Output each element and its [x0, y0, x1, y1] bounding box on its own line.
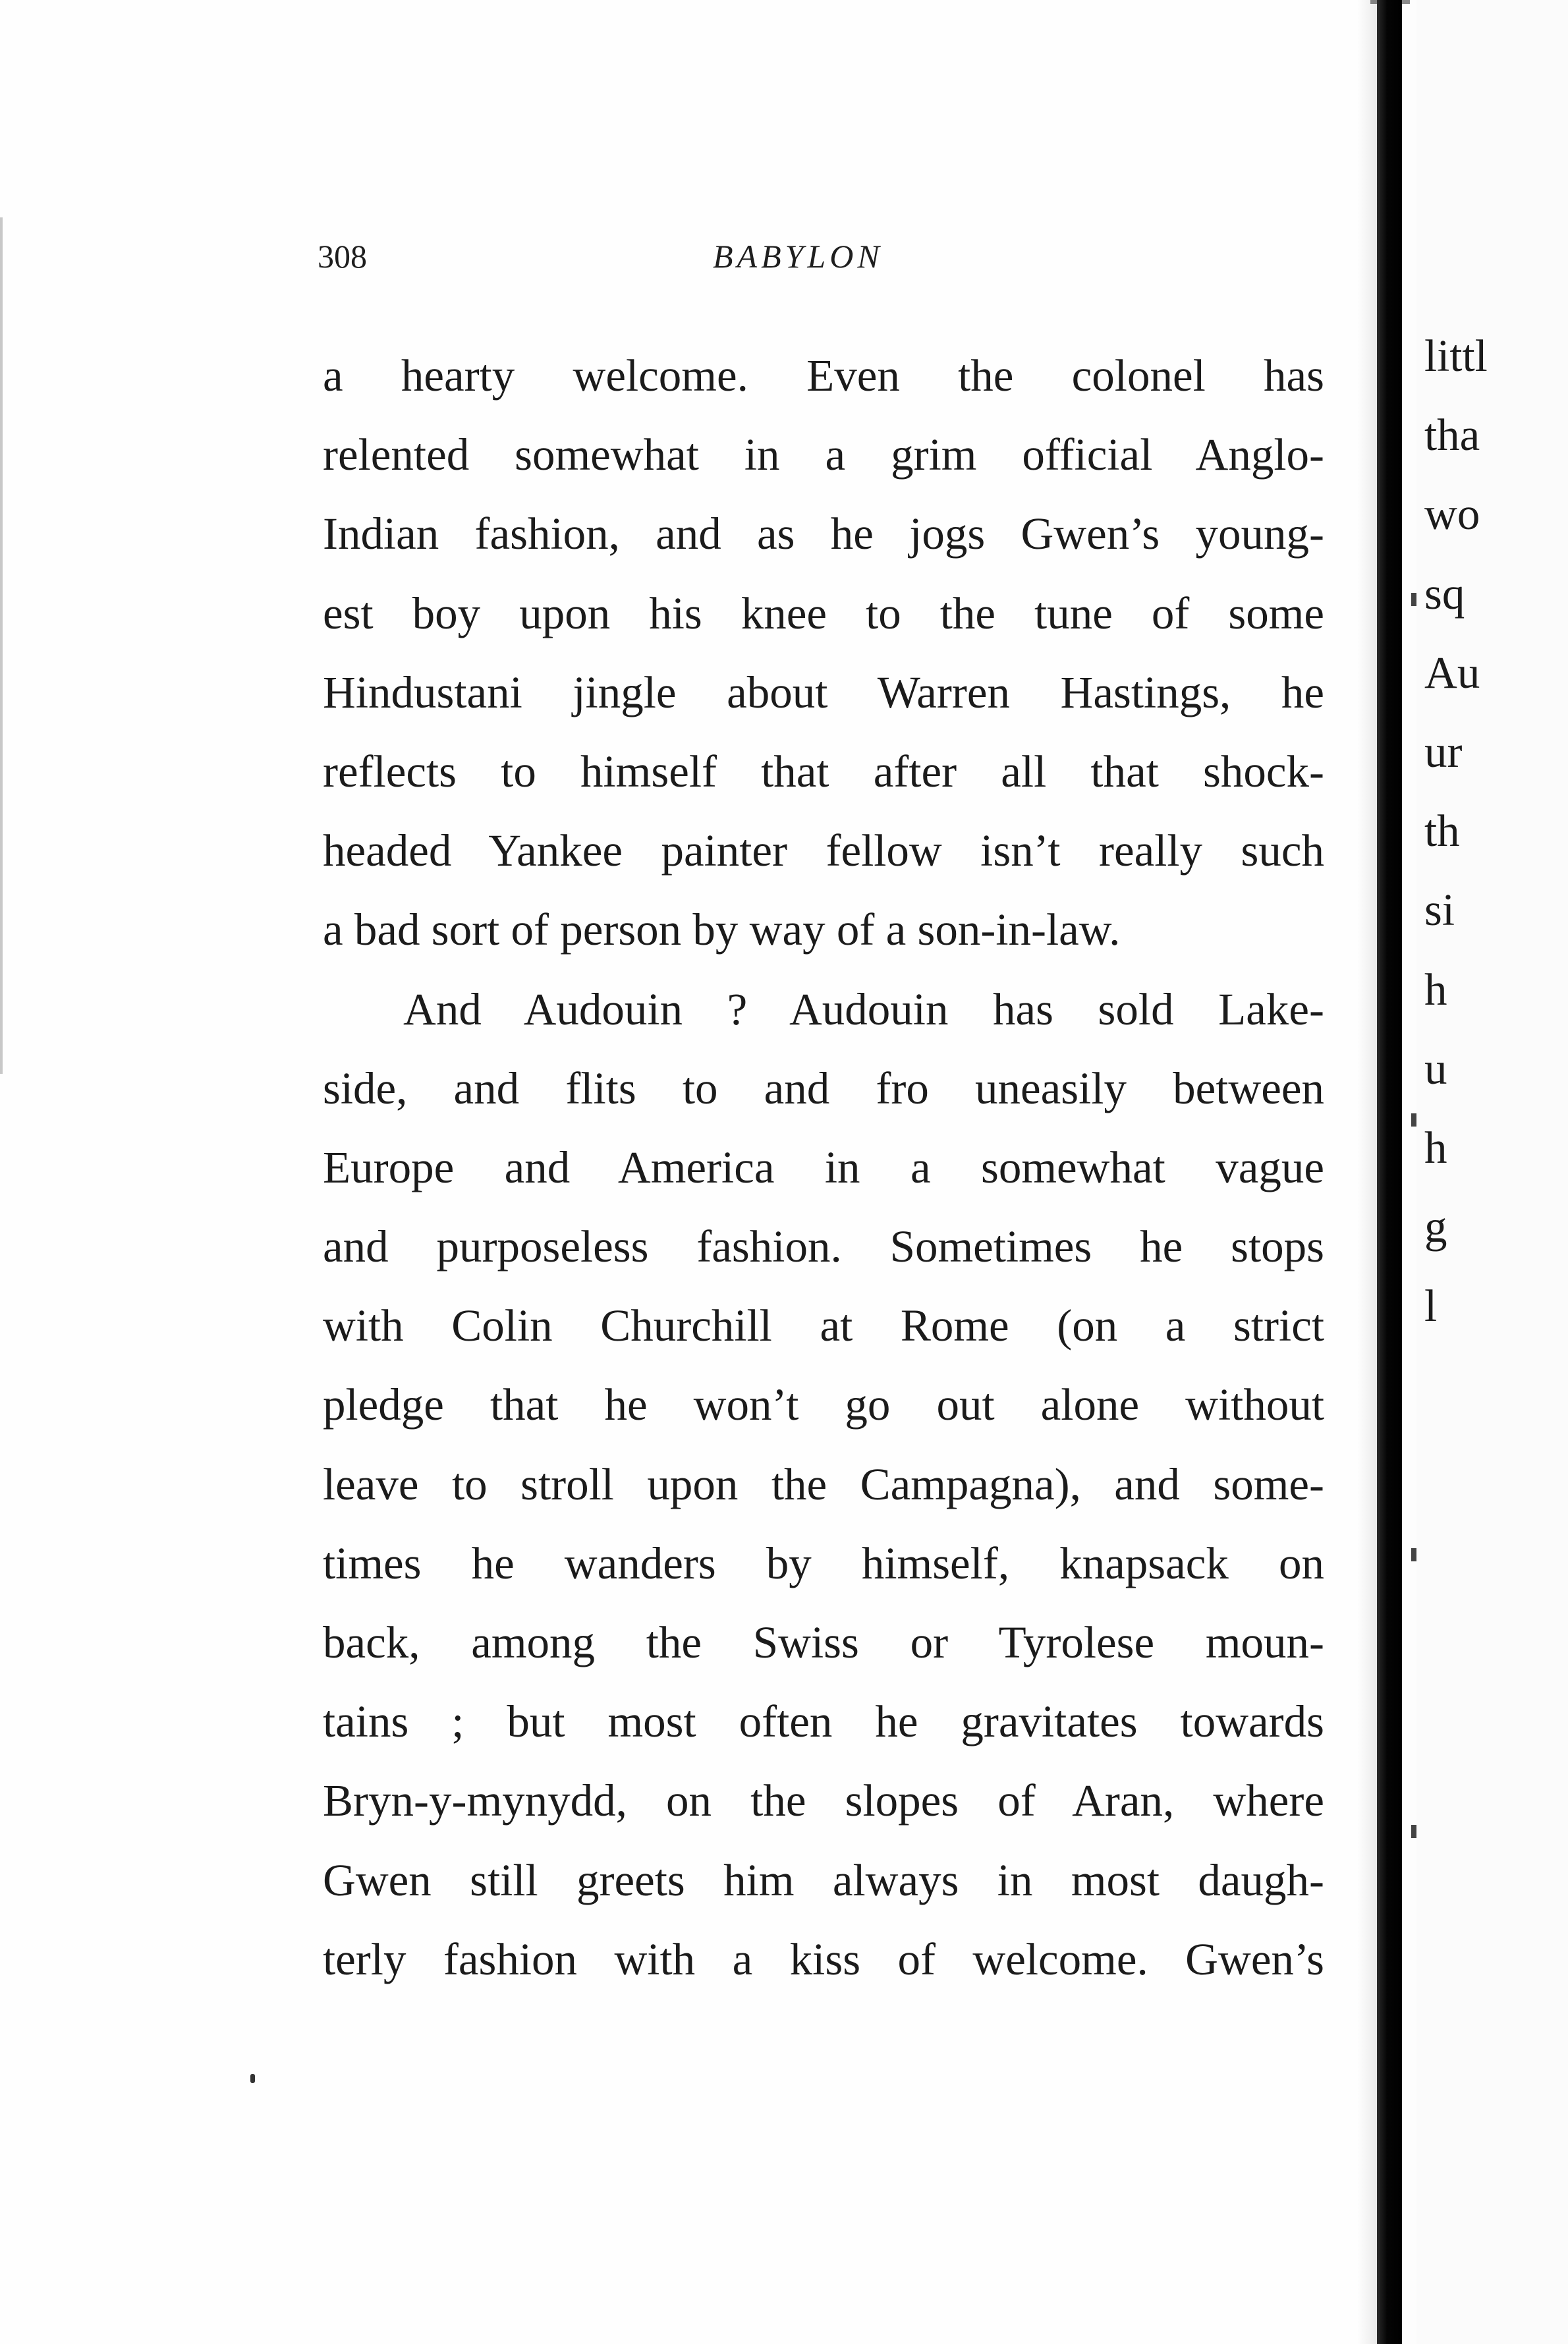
text-line: terly fashion with a kiss of welcome. Gwen’s	[323, 1934, 1324, 1984]
facing-line: ur	[1424, 726, 1463, 777]
text-line: Indian fashion, and as he jogs Gwen’s young-	[323, 509, 1324, 559]
gutter-mark	[1411, 1825, 1416, 1838]
text-line: Bryn-y-mynydd, on the slopes of Aran, where	[323, 1775, 1324, 1826]
text-line: headed Yankee painter fellow isn’t really such	[323, 825, 1324, 876]
facing-line: Au	[1424, 647, 1480, 698]
facing-line: l	[1424, 1281, 1438, 1331]
right-page-fragment	[1416, 0, 1568, 2344]
text-line: with Colin Churchill at Rome (on a strict	[323, 1300, 1324, 1351]
text-line: relented somewhat in a grim official Anglo-	[323, 430, 1324, 480]
facing-line: th	[1424, 806, 1460, 856]
text-line: Europe and America in a somewhat vague	[323, 1142, 1324, 1192]
gutter-mark	[1411, 1548, 1416, 1561]
facing-line: h	[1424, 964, 1447, 1015]
text-line: a bad sort of person by way of a son-in-law.	[323, 905, 1121, 955]
gutter-mark	[1411, 593, 1416, 606]
gutter-shadow	[1357, 0, 1377, 2344]
facing-line: h	[1424, 1122, 1447, 1173]
book-gutter	[1377, 0, 1402, 2344]
gutter-mark	[1411, 1113, 1416, 1127]
facing-line: wo	[1424, 489, 1480, 540]
facing-line: tha	[1424, 410, 1480, 460]
text-line: and purposeless fashion. Sometimes he stops	[323, 1221, 1324, 1272]
facing-line: g	[1424, 1202, 1447, 1252]
text-line: Hindustani jingle about Warren Hastings, he	[323, 667, 1324, 717]
text-line: a hearty welcome. Even the colonel has	[323, 350, 1324, 401]
text-line: est boy upon his knee to the tune of some	[323, 588, 1324, 638]
text-line: back, among the Swiss or Tyrolese moun-	[323, 1617, 1324, 1667]
body-text	[323, 336, 1324, 1999]
text-line: Gwen still greets him always in most daugh-	[323, 1855, 1324, 1905]
text-line: And Audouin ? Audouin has sold Lake-	[403, 984, 1324, 1034]
facing-page-text	[1424, 316, 1568, 1345]
text-line: leave to stroll upon the Campagna), and some-	[323, 1459, 1324, 1509]
running-head	[318, 237, 1332, 290]
text-line: side, and flits to and fro uneasily between	[323, 1063, 1324, 1113]
facing-line: sq	[1424, 568, 1465, 619]
page-number: 308	[318, 238, 367, 275]
text-line: reflects to himself that after all that shock-	[323, 746, 1324, 796]
page-left-edge	[0, 217, 3, 1074]
text-line: times he wanders by himself, knapsack on	[323, 1538, 1324, 1588]
facing-line: littl	[1424, 331, 1488, 381]
running-title: BABYLON	[713, 238, 883, 275]
ink-speck	[250, 2074, 255, 2083]
text-line: tains ; but most often he gravitates towards	[323, 1696, 1324, 1747]
facing-line: si	[1424, 885, 1455, 935]
text-line: pledge that he won’t go out alone without	[323, 1380, 1324, 1430]
facing-line: u	[1424, 1043, 1447, 1094]
